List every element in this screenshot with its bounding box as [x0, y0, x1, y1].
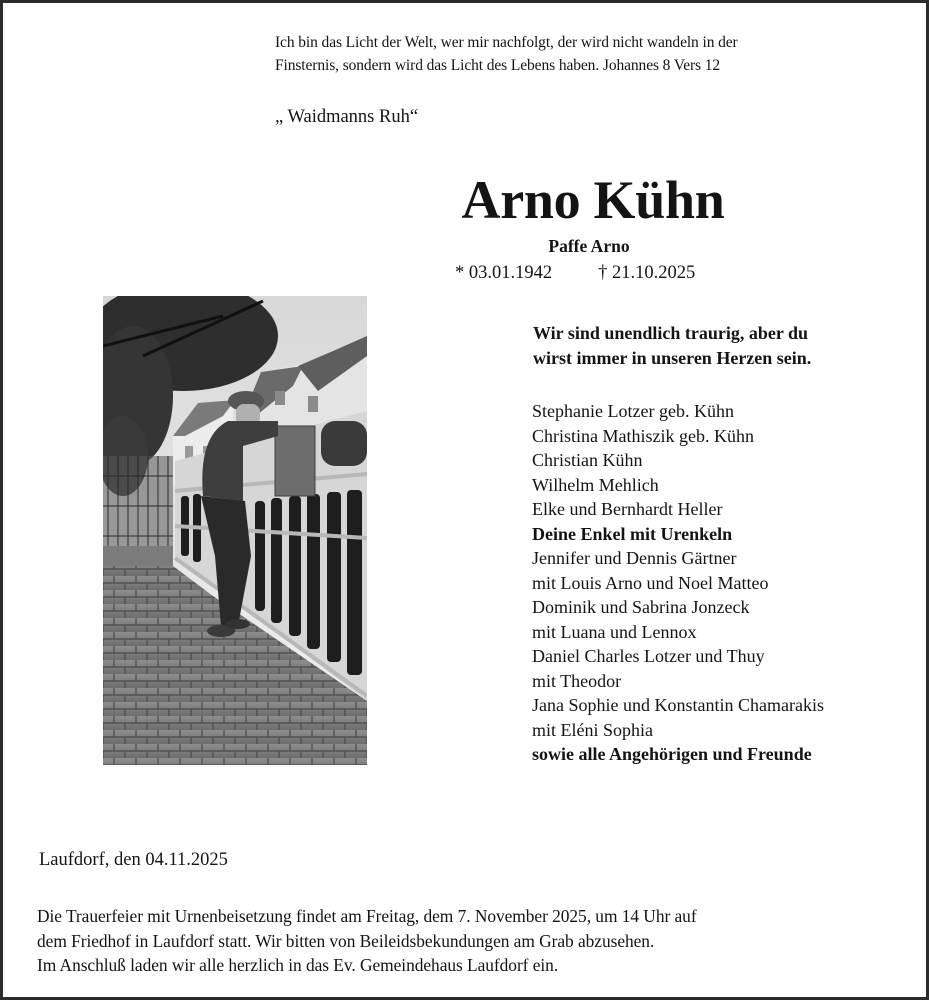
bible-quote-line: Ich bin das Licht der Welt, wer mir nachfolgt, der wird nicht wandeln in der [275, 34, 738, 51]
mourners-list [532, 399, 824, 767]
life-dates [455, 261, 695, 285]
deceased-name: Arno Kühn [461, 170, 725, 230]
mourner-group-heading: Deine Enkel mit Urenkeln [532, 523, 733, 544]
death-date: † 21.10.2025 [598, 263, 696, 283]
portrait-photo [103, 296, 367, 765]
mourner-row: Stephanie Lotzer geb. Kühn [532, 401, 734, 421]
mourner-row: Dominik und Sabrina Jonzeck [532, 597, 750, 617]
bible-quote [275, 31, 875, 77]
mourner-row: Wilhelm Mehlich [532, 474, 659, 495]
mourner-row: Jana Sophie und Konstantin Chamarakis [532, 695, 824, 715]
condolence-line: wirst immer in unseren Herzen sein. [533, 348, 812, 368]
condolence-sentence [533, 321, 811, 371]
mourner-row: Christina Mathiszik geb. Kühn [532, 425, 754, 446]
mourner-row: mit Louis Arno und Noel Matteo [532, 572, 769, 593]
mourner-row: mit Luana und Lennox [532, 621, 697, 642]
funeral-notice [37, 904, 907, 978]
bible-quote-line: Finsternis, sondern wird das Licht des Lebens haben. Johannes 8 Vers 12 [275, 57, 721, 74]
birth-date: * 03.01.1942 [455, 263, 553, 283]
funeral-notice-line: Im Anschluß laden wir alle herzlich in das Ev. Gemeindehaus Laufdorf ein. [37, 955, 559, 975]
mourner-row: Christian Kühn [532, 450, 643, 470]
funeral-notice-line: dem Friedhof in Laufdorf statt. Wir bitten von Beileidsbekundungen am Grab abzusehen. [37, 930, 655, 951]
mourner-row: mit Eléni Sophia [532, 719, 653, 740]
place-date: Laufdorf, den 04.11.2025 [39, 850, 228, 870]
mourner-row: Jennifer und Dennis Gärtner [532, 548, 737, 568]
motto: „ Waidmanns Ruh“ [275, 107, 419, 127]
mourner-row: Daniel Charles Lotzer und Thuy [532, 646, 765, 666]
mourner-closing: sowie alle Angehörigen und Freunde [532, 744, 812, 764]
funeral-notice-line: Die Trauerfeier mit Urnenbeisetzung findet am Freitag, dem 7. November 2025, um 14 Uhr auf [37, 906, 697, 926]
portrait-photo-image [103, 296, 367, 765]
mourner-row: Elke und Bernhardt Heller [532, 499, 723, 519]
condolence-line: Wir sind unendlich traurig, aber du [533, 323, 809, 343]
deceased-nickname: Paffe Arno [548, 236, 630, 256]
mourner-row: mit Theodor [532, 670, 622, 691]
